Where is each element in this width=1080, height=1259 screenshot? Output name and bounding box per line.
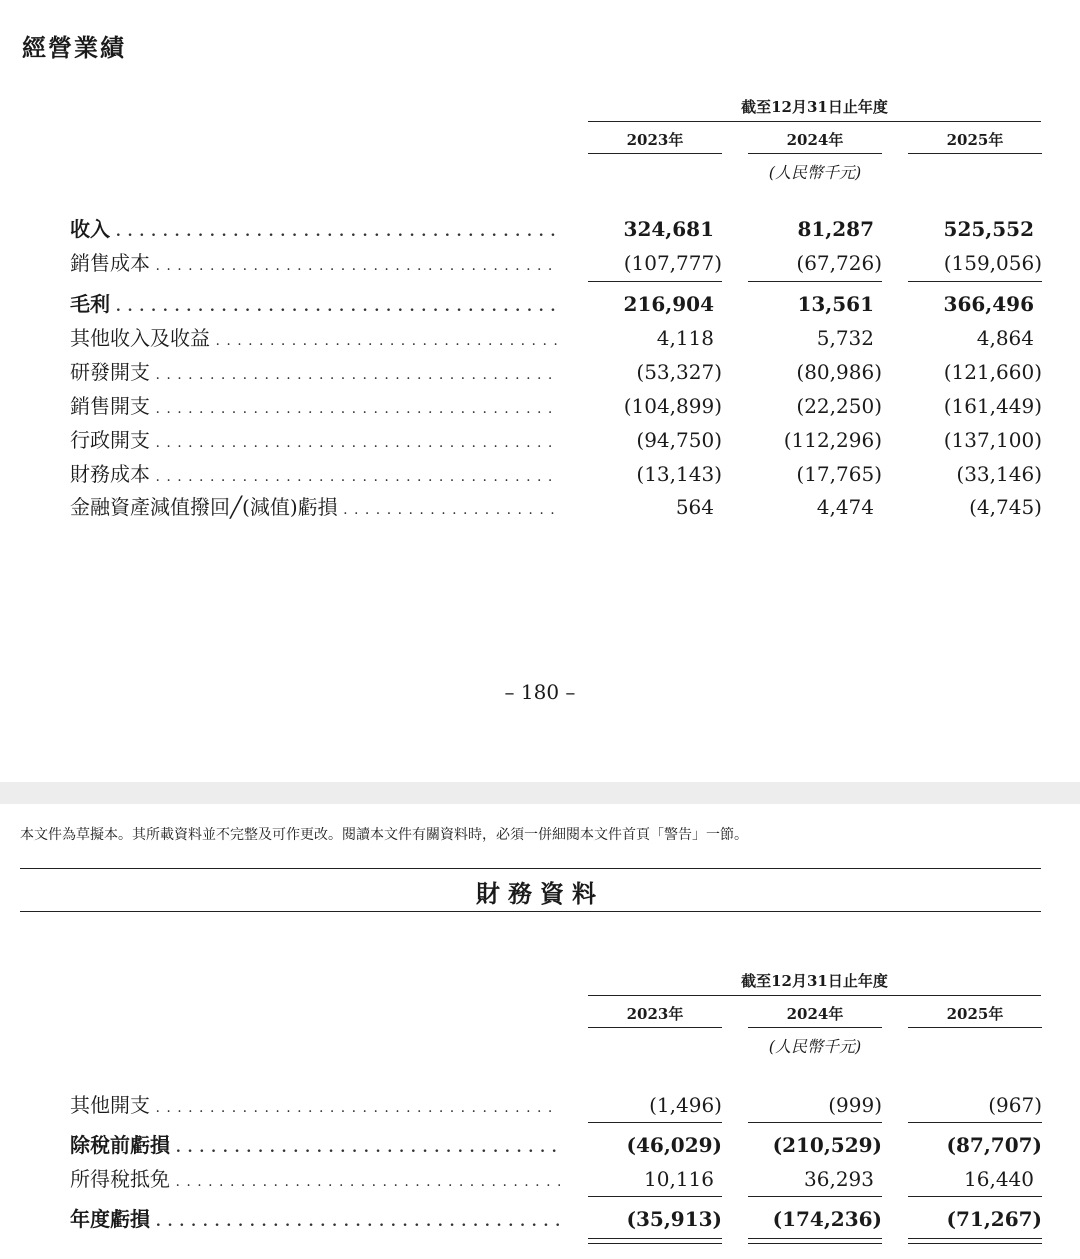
value-2023: (46,029) <box>626 1133 722 1157</box>
year-rule <box>748 1027 882 1028</box>
value-2025: (137,100) <box>943 428 1042 452</box>
year-rule <box>588 1027 722 1028</box>
table-row-finance-costs <box>0 459 1080 489</box>
value-2024: (22,250) <box>796 394 882 418</box>
value-2023: 10,116 <box>644 1167 714 1191</box>
row-label: 財務成本 . . . <box>70 459 560 489</box>
value-2025: (121,660) <box>943 360 1042 384</box>
value-2023: 4,118 <box>656 326 714 350</box>
subtotal-rule <box>908 1196 1042 1197</box>
value-2023: (13,143) <box>636 462 722 486</box>
row-label: 所得稅抵免 . . . <box>70 1164 560 1194</box>
value-2023: (53,327) <box>636 360 722 384</box>
value-2025: (87,707) <box>946 1133 1042 1157</box>
subtotal-rule <box>908 281 1042 282</box>
value-2023: 564 <box>675 495 714 519</box>
table-row-loss-before-tax <box>0 1130 1080 1160</box>
year-rule <box>908 153 1042 154</box>
value-2025: (4,745) <box>969 495 1042 519</box>
value-2023: (1,496) <box>649 1093 722 1117</box>
row-label: 除稅前虧損 . . . <box>70 1130 560 1160</box>
header-rule-top <box>20 868 1041 869</box>
value-2025: (967) <box>988 1093 1042 1117</box>
value-2024: 4,474 <box>816 495 874 519</box>
value-2024: 81,287 <box>797 217 874 241</box>
subtotal-rule <box>588 1196 722 1197</box>
row-label: 其他收入及收益 . . . <box>70 323 560 353</box>
subtotal-rule <box>748 1196 882 1197</box>
table-row-cost-of-sales <box>0 248 1080 278</box>
period-rule <box>588 121 1041 122</box>
value-2025: 4,864 <box>976 326 1034 350</box>
year-header-2024: 2024年 <box>786 131 844 149</box>
value-2024: (67,726) <box>796 251 882 275</box>
year-header-2024: 2024年 <box>786 1005 844 1023</box>
value-2024: (17,765) <box>796 462 882 486</box>
year-header-2025: 2025年 <box>946 131 1004 149</box>
period-label: 截至12月31日止年度 <box>741 98 888 116</box>
value-2024: (112,296) <box>783 428 882 452</box>
table-row-other-expenses <box>0 1090 1080 1120</box>
row-label: 毛利 . . . <box>70 289 560 319</box>
total-double-rule <box>908 1238 1042 1244</box>
table-row-impairment <box>0 492 1080 522</box>
value-2025: 366,496 <box>943 292 1034 316</box>
row-label: 金融資產減值撥回╱(減值)虧損 . . . <box>70 492 560 522</box>
value-2023: (35,913) <box>626 1207 722 1231</box>
year-header-2023: 2023年 <box>626 131 684 149</box>
value-2025: (71,267) <box>946 1207 1042 1231</box>
draft-notice: 本文件為草擬本。其所載資料並不完整及可作更改。閱讀本文件有關資料時，必須一併細閱本文件首頁「警告」一節。 <box>20 827 748 843</box>
year-header-2025: 2025年 <box>946 1005 1004 1023</box>
year-rule <box>588 153 722 154</box>
section-title: 經營業績 <box>22 34 126 62</box>
total-double-rule <box>588 1238 722 1244</box>
subtotal-rule <box>748 281 882 282</box>
value-2025: (161,449) <box>943 394 1042 418</box>
row-label: 行政開支 . . . <box>70 425 560 455</box>
table-row-selling-expenses <box>0 391 1080 421</box>
table-row-other-income <box>0 323 1080 353</box>
value-2024: 13,561 <box>797 292 874 316</box>
value-2025: (33,146) <box>956 462 1042 486</box>
row-label: 其他開支 . . . <box>70 1090 560 1120</box>
value-2023: 324,681 <box>623 217 714 241</box>
page-number: – 180 – <box>504 680 576 704</box>
table-row-income-tax-credit <box>0 1164 1080 1194</box>
page-header-title: 財務資料 <box>476 880 604 908</box>
value-2024: 36,293 <box>804 1167 874 1191</box>
header-rule-bottom <box>20 911 1041 912</box>
row-label: 銷售成本 . . . <box>70 248 560 278</box>
value-2024: (174,236) <box>772 1207 882 1231</box>
year-rule <box>908 1027 1042 1028</box>
period-label: 截至12月31日止年度 <box>741 972 888 990</box>
value-2023: (94,750) <box>636 428 722 452</box>
value-2024: 5,732 <box>816 326 874 350</box>
value-2023: (104,899) <box>623 394 722 418</box>
subtotal-rule <box>908 1122 1042 1123</box>
table-row-gross-profit <box>0 289 1080 319</box>
row-label: 研發開支 . . . <box>70 357 560 387</box>
value-2024: (80,986) <box>796 360 882 384</box>
table-row-revenue <box>0 214 1080 244</box>
value-2025: (159,056) <box>943 251 1042 275</box>
row-label: 銷售開支 . . . <box>70 391 560 421</box>
table-row-rnd-expenses <box>0 357 1080 387</box>
unit-label: (人民幣千元) <box>768 163 862 182</box>
page-separator <box>0 782 1080 804</box>
value-2025: 525,552 <box>943 217 1034 241</box>
value-2023: 216,904 <box>623 292 714 316</box>
subtotal-rule <box>748 1122 882 1123</box>
table-row-admin-expenses <box>0 425 1080 455</box>
value-2024: (999) <box>828 1093 882 1117</box>
value-2025: 16,440 <box>964 1167 1034 1191</box>
value-2024: (210,529) <box>772 1133 882 1157</box>
row-label: 年度虧損 . . . <box>70 1204 560 1234</box>
period-rule <box>588 995 1041 996</box>
unit-label: (人民幣千元) <box>768 1037 862 1056</box>
year-rule <box>748 153 882 154</box>
subtotal-rule <box>588 281 722 282</box>
value-2023: (107,777) <box>623 251 722 275</box>
subtotal-rule <box>588 1122 722 1123</box>
table-row-loss-for-year <box>0 1204 1080 1234</box>
row-label: 收入 . . . <box>70 214 560 244</box>
total-double-rule <box>748 1238 882 1244</box>
year-header-2023: 2023年 <box>626 1005 684 1023</box>
document-page-next <box>0 804 1080 1259</box>
